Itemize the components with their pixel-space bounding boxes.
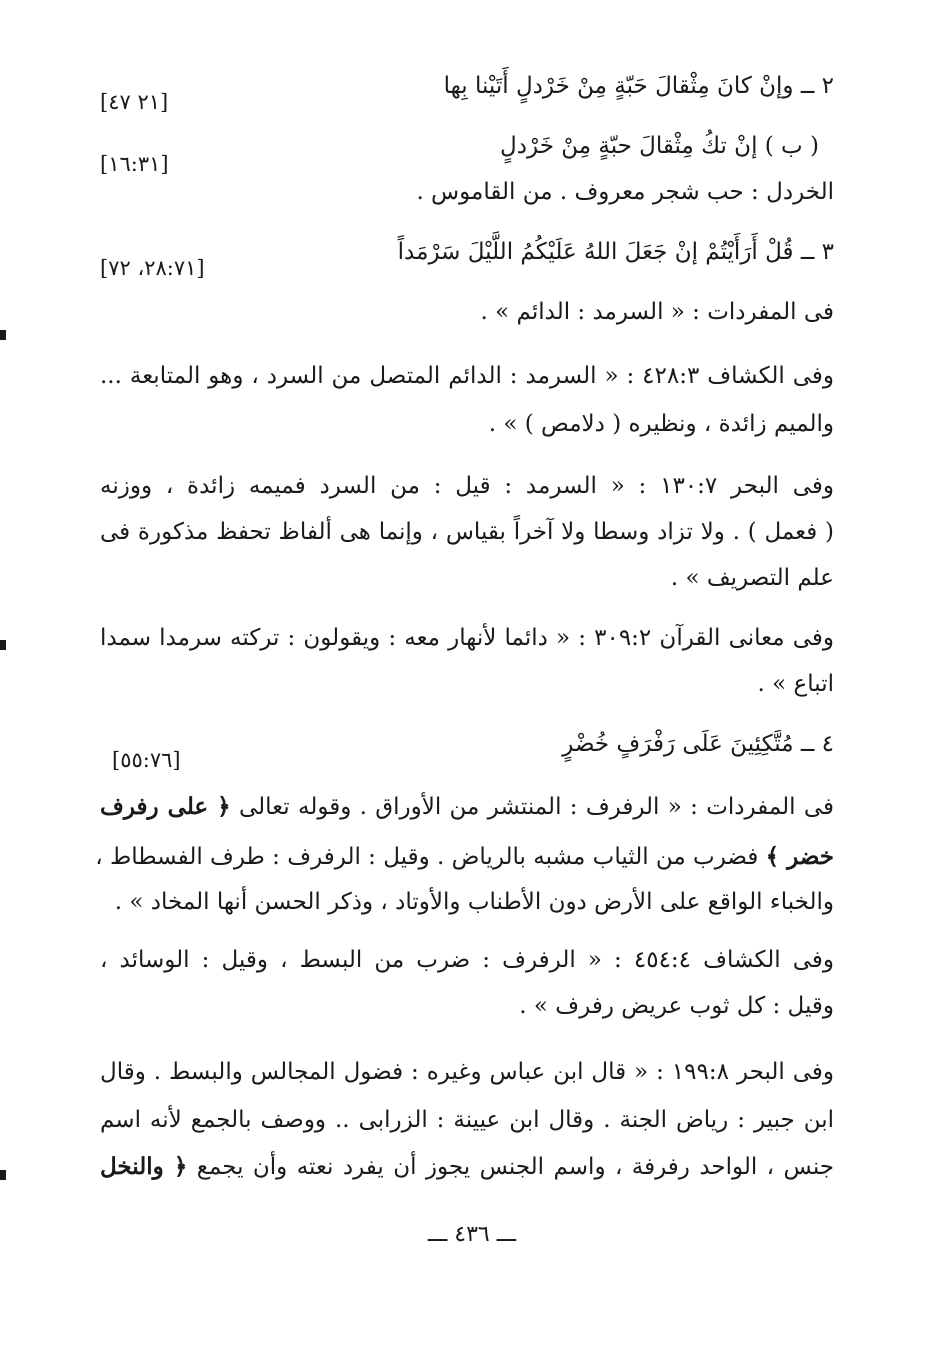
quran-citation-bold: خضر ﴾	[765, 843, 834, 870]
mufradat-quote-3: فى المفردات : « السرمد : الدائم » .	[480, 299, 834, 325]
scan-edge-mark	[0, 640, 6, 650]
mufradat-quote-4-line3: والخباء الواقع على الأرض دون الأطناب والأوتاد ، وذكر الحسن أنها المخاد » .	[114, 889, 834, 915]
verse-reference-4: [٥٥:٧٦]	[112, 748, 181, 772]
maani-quote-3-line1: وفى معانى القرآن ٣٠٩:٢ : « دائما لأنهار معه : ويقولون : تركته سرمدا سمدا	[100, 625, 834, 651]
quran-citation-bold: ﴿ على رفرف	[100, 793, 231, 820]
verse-line-2a: ٢ ــ وإنْ كانَ مِثْقالَ حَبّةٍ مِنْ خَرْدلٍ أَتَيْنا بِها	[443, 73, 834, 99]
bahr-quote-3-line2: ( فعمل ) . ولا تزاد وسطا ولا آخراً بقياس ، وإنما هى ألفاظ تحفظ مذكورة فى	[100, 519, 834, 545]
mufradat-text: فى المفردات : « الرفرف : المنتشر من الأوراق . وقوله تعالى	[238, 794, 835, 820]
page-number: ـــ ٤٣٦ ـــ	[427, 1222, 517, 1247]
verse-line-2b: ( ب ) إنْ تكُ مِثْقالَ حبّةٍ مِنْ خَرْدلٍ	[500, 133, 819, 159]
bahr-quote-4-line1: وفى البحر ١٩٩:٨ : « قال ابن عباس وغيره : فضول المجالس والبسط . وقال	[100, 1059, 834, 1085]
bahr-quote-4-line3	[100, 1150, 834, 1184]
bahr-quote-3-line3: علم التصريف » .	[670, 565, 834, 591]
kashshaf-quote-3-line2: والميم زائدة ، ونظيره ( دلامص ) » .	[488, 411, 834, 437]
quran-citation-bold: ﴿ والنخل	[100, 1153, 188, 1180]
verse-reference-3: [٢٨:٧١، ٧٢]	[100, 256, 205, 280]
scan-edge-mark	[0, 330, 6, 340]
scan-edge-mark	[0, 1170, 6, 1180]
kashshaf-quote-4-line1: وفى الكشاف ٤٥٤:٤ : « الرفرف : ضرب من البسط ، وقيل : الوسائد ،	[100, 947, 834, 973]
kashshaf-quote-4-line2: وقيل : كل ثوب عريض رفرف » .	[519, 993, 834, 1019]
mufradat-text: فضرب من الثياب مشبه بالرياض . وقيل : الرفرف : طرف الفسطاط ،	[95, 844, 759, 870]
verse-reference-2b: [١٦:٣١]	[100, 152, 169, 176]
mufradat-quote-4-line2	[95, 840, 834, 874]
verse-reference-2a: [٢١ ٤٧]	[100, 90, 169, 114]
verse-line-3: ٣ ــ قُلْ أَرَأَيْتُمْ إنْ جَعَلَ اللهُ عَلَيْكُمُ اللَّيْلَ سَرْمَداً	[397, 239, 834, 265]
bahr-quote-4-line2: ابن جبير : رياض الجنة . وقال ابن عيينة : الزرابى .. ووصف بالجمع لأنه اسم	[100, 1107, 834, 1133]
definition-note: الخردل : حب شجر معروف . من القاموس .	[416, 179, 834, 205]
bahr-text: جنس ، الواحد رفرفة ، واسم الجنس يجوز أن يفرد نعته وأن يجمع	[196, 1154, 834, 1180]
verse-line-4: ٤ ــ مُتَّكِئِينَ عَلَى رَفْرَفٍ خُضْرٍ	[562, 731, 834, 757]
mufradat-quote-4-line1	[100, 790, 834, 824]
maani-quote-3-line2: اتباع » .	[757, 671, 834, 697]
kashshaf-quote-3-line1: وفى الكشاف ٤٢٨:٣ : « السرمد : الدائم المتصل من السرد ، وهو المتابعة ...	[100, 363, 834, 389]
bahr-quote-3-line1: وفى البحر ١٣٠:٧ : « السرمد : قيل : من السرد فميمه زائدة ، ووزنه	[100, 473, 834, 499]
